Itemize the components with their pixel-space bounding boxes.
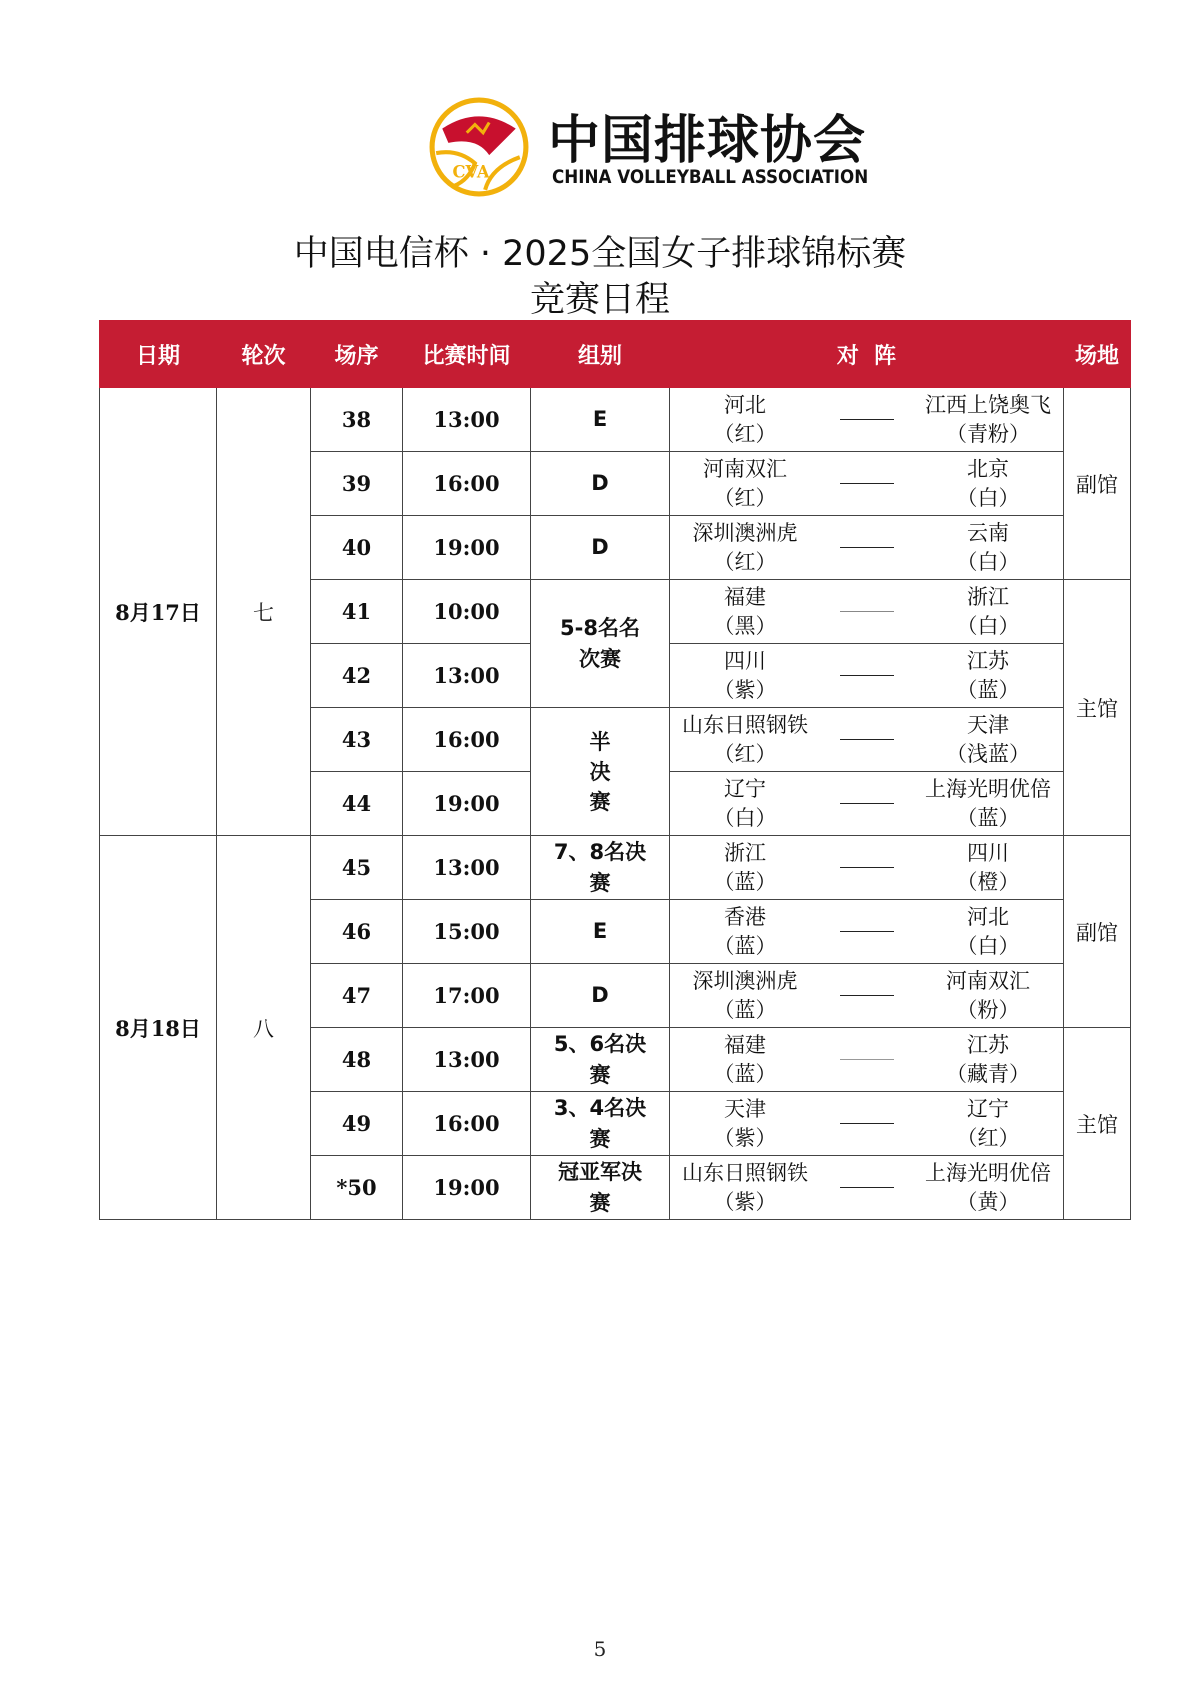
venue-cell: 主馆 bbox=[1064, 1028, 1131, 1220]
group-cell bbox=[531, 580, 670, 708]
away-team bbox=[923, 775, 1053, 833]
team-color: （蓝） bbox=[956, 805, 1020, 830]
team-name: 河南双汇 bbox=[703, 456, 787, 481]
venue-cell: 副馆 bbox=[1064, 388, 1131, 580]
home-team bbox=[680, 391, 810, 449]
team-name: 山东日照钢铁 bbox=[682, 712, 808, 737]
group-cell bbox=[531, 1156, 670, 1220]
away-team bbox=[923, 839, 1053, 897]
time-cell: 19:00 bbox=[403, 1156, 531, 1220]
matchup-cell bbox=[670, 1028, 1064, 1092]
team-name: 江苏 bbox=[967, 648, 1009, 673]
team-color: （蓝） bbox=[713, 869, 777, 894]
matchup-cell bbox=[670, 644, 1064, 708]
header-match-no: 场序 bbox=[311, 321, 403, 388]
team-name: 辽宁 bbox=[724, 776, 766, 801]
schedule-table bbox=[99, 320, 1131, 1220]
away-team bbox=[923, 455, 1053, 513]
table-header-row bbox=[100, 321, 1131, 388]
team-color: （白） bbox=[956, 933, 1020, 958]
vs-dash bbox=[840, 1059, 894, 1060]
team-name: 河北 bbox=[724, 392, 766, 417]
home-team bbox=[680, 839, 810, 897]
group-label: 半决赛 bbox=[589, 729, 611, 814]
match-no-cell: 39 bbox=[311, 452, 403, 516]
away-team bbox=[923, 1095, 1053, 1153]
team-color: （橙） bbox=[956, 869, 1020, 894]
match-no-cell: *50 bbox=[311, 1156, 403, 1220]
time-cell: 17:00 bbox=[403, 964, 531, 1028]
group-label: 5、6名决赛 bbox=[553, 1031, 647, 1087]
matchup-cell bbox=[670, 452, 1064, 516]
match-no-cell: 40 bbox=[311, 516, 403, 580]
time-cell: 19:00 bbox=[403, 772, 531, 836]
matchup-cell bbox=[670, 580, 1064, 644]
team-color: （红） bbox=[713, 549, 777, 574]
vs-dash bbox=[840, 1123, 894, 1124]
team-name: 深圳澳洲虎 bbox=[692, 968, 798, 993]
team-name: 河北 bbox=[967, 904, 1009, 929]
team-name: 深圳澳洲虎 bbox=[692, 520, 798, 545]
header-round: 轮次 bbox=[217, 321, 311, 388]
home-team bbox=[680, 711, 810, 769]
logo-name-cn: 中国排球协会 bbox=[548, 110, 867, 171]
group-label: 冠亚军决赛 bbox=[558, 1159, 642, 1215]
matchup-cell bbox=[670, 900, 1064, 964]
team-name: 江西上饶奥飞 bbox=[925, 392, 1051, 417]
time-cell: 15:00 bbox=[403, 900, 531, 964]
volleyball-emblem-icon bbox=[428, 96, 530, 198]
group-cell: D bbox=[531, 452, 670, 516]
header-matchup: 对 阵 bbox=[670, 321, 1064, 388]
team-name: 上海光明优倍 bbox=[925, 776, 1051, 801]
group-cell: D bbox=[531, 964, 670, 1028]
team-name: 江苏 bbox=[967, 1032, 1009, 1057]
round-cell: 八 bbox=[217, 836, 311, 1220]
team-name: 山东日照钢铁 bbox=[682, 1160, 808, 1185]
vs-dash bbox=[840, 547, 894, 548]
header-group: 组别 bbox=[531, 321, 670, 388]
header-time: 比赛时间 bbox=[403, 321, 531, 388]
home-team bbox=[680, 647, 810, 705]
home-team bbox=[680, 583, 810, 641]
away-team bbox=[923, 711, 1053, 769]
match-no-cell: 46 bbox=[311, 900, 403, 964]
header-venue: 场地 bbox=[1064, 321, 1131, 388]
team-color: （红） bbox=[956, 1125, 1020, 1150]
matchup-cell bbox=[670, 836, 1064, 900]
home-team bbox=[680, 967, 810, 1025]
home-team bbox=[680, 903, 810, 961]
team-name: 福建 bbox=[724, 1032, 766, 1057]
away-team bbox=[923, 1159, 1053, 1217]
team-color: （浅蓝） bbox=[946, 741, 1030, 766]
matchup-cell bbox=[670, 516, 1064, 580]
group-label: 7、8名决赛 bbox=[553, 839, 647, 895]
time-cell: 16:00 bbox=[403, 1092, 531, 1156]
match-no-cell: 43 bbox=[311, 708, 403, 772]
team-color: （蓝） bbox=[713, 933, 777, 958]
team-color: （红） bbox=[713, 741, 777, 766]
away-team bbox=[923, 519, 1053, 577]
group-label: 5-8名名次赛 bbox=[560, 615, 640, 671]
group-cell: E bbox=[531, 388, 670, 452]
home-team bbox=[680, 1159, 810, 1217]
team-color: （红） bbox=[713, 421, 777, 446]
time-cell: 13:00 bbox=[403, 388, 531, 452]
cva-logo bbox=[428, 96, 869, 196]
team-name: 福建 bbox=[724, 584, 766, 609]
match-no-cell: 38 bbox=[311, 388, 403, 452]
team-name: 河南双汇 bbox=[946, 968, 1030, 993]
team-name: 云南 bbox=[967, 520, 1009, 545]
home-team bbox=[680, 519, 810, 577]
away-team bbox=[923, 903, 1053, 961]
team-color: （黄） bbox=[956, 1189, 1020, 1214]
time-cell: 13:00 bbox=[403, 836, 531, 900]
vs-dash bbox=[840, 419, 894, 420]
vs-dash bbox=[840, 675, 894, 676]
date-cell: 8月17日 bbox=[100, 388, 217, 836]
team-color: （藏青） bbox=[946, 1061, 1030, 1086]
emblem-text: CVA bbox=[452, 162, 490, 182]
team-name: 天津 bbox=[724, 1096, 766, 1121]
vs-dash bbox=[840, 803, 894, 804]
match-no-cell: 48 bbox=[311, 1028, 403, 1092]
team-color: （白） bbox=[956, 549, 1020, 574]
team-color: （蓝） bbox=[713, 1061, 777, 1086]
time-cell: 16:00 bbox=[403, 708, 531, 772]
group-cell bbox=[531, 1028, 670, 1092]
team-color: （红） bbox=[713, 485, 777, 510]
home-team bbox=[680, 455, 810, 513]
away-team bbox=[923, 583, 1053, 641]
vs-dash bbox=[840, 995, 894, 996]
match-no-cell: 47 bbox=[311, 964, 403, 1028]
group-cell bbox=[531, 708, 670, 836]
page-title: 中国电信杯 · 2025全国女子排球锦标赛 bbox=[293, 234, 907, 274]
team-name: 北京 bbox=[967, 456, 1009, 481]
time-cell: 16:00 bbox=[403, 452, 531, 516]
match-no-cell: 49 bbox=[311, 1092, 403, 1156]
logo-name-en: CHINA VOLLEYBALL ASSOCIATION bbox=[552, 166, 869, 188]
vs-dash bbox=[840, 867, 894, 868]
match-no-cell: 45 bbox=[311, 836, 403, 900]
team-name: 辽宁 bbox=[967, 1096, 1009, 1121]
time-cell: 10:00 bbox=[403, 580, 531, 644]
team-name: 浙江 bbox=[724, 840, 766, 865]
away-team bbox=[923, 647, 1053, 705]
page-number: 5 bbox=[593, 1637, 607, 1661]
time-cell: 13:00 bbox=[403, 1028, 531, 1092]
venue-cell: 主馆 bbox=[1064, 580, 1131, 836]
home-team bbox=[680, 1031, 810, 1089]
time-cell: 19:00 bbox=[403, 516, 531, 580]
table-row bbox=[100, 388, 1131, 452]
team-name: 四川 bbox=[967, 840, 1009, 865]
vs-dash bbox=[840, 931, 894, 932]
home-team bbox=[680, 775, 810, 833]
matchup-cell bbox=[670, 772, 1064, 836]
page-subtitle: 竞赛日程 bbox=[529, 280, 670, 320]
team-name: 天津 bbox=[967, 712, 1009, 737]
group-cell: D bbox=[531, 516, 670, 580]
team-color: （白） bbox=[956, 613, 1020, 638]
team-color: （青粉） bbox=[946, 421, 1030, 446]
vs-dash bbox=[840, 483, 894, 484]
team-name: 四川 bbox=[724, 648, 766, 673]
round-cell: 七 bbox=[217, 388, 311, 836]
team-name: 浙江 bbox=[967, 584, 1009, 609]
away-team bbox=[923, 391, 1053, 449]
group-cell: E bbox=[531, 900, 670, 964]
table-row bbox=[100, 836, 1131, 900]
vs-dash bbox=[840, 611, 894, 612]
home-team bbox=[680, 1095, 810, 1153]
match-no-cell: 42 bbox=[311, 644, 403, 708]
matchup-cell bbox=[670, 388, 1064, 452]
matchup-cell bbox=[670, 708, 1064, 772]
team-color: （白） bbox=[956, 485, 1020, 510]
matchup-cell bbox=[670, 1092, 1064, 1156]
match-no-cell: 44 bbox=[311, 772, 403, 836]
team-color: （紫） bbox=[713, 677, 777, 702]
header-date: 日期 bbox=[100, 321, 217, 388]
away-team bbox=[923, 967, 1053, 1025]
time-cell: 13:00 bbox=[403, 644, 531, 708]
team-color: （紫） bbox=[713, 1189, 777, 1214]
team-color: （黑） bbox=[713, 613, 777, 638]
matchup-cell bbox=[670, 964, 1064, 1028]
venue-cell: 副馆 bbox=[1064, 836, 1131, 1028]
matchup-cell bbox=[670, 1156, 1064, 1220]
team-color: （蓝） bbox=[713, 997, 777, 1022]
team-name: 上海光明优倍 bbox=[925, 1160, 1051, 1185]
team-color: （蓝） bbox=[956, 677, 1020, 702]
group-cell bbox=[531, 836, 670, 900]
team-color: （白） bbox=[713, 805, 777, 830]
vs-dash bbox=[840, 1187, 894, 1188]
team-color: （紫） bbox=[713, 1125, 777, 1150]
team-name: 香港 bbox=[724, 904, 766, 929]
away-team bbox=[923, 1031, 1053, 1089]
match-no-cell: 41 bbox=[311, 580, 403, 644]
vs-dash bbox=[840, 739, 894, 740]
date-cell: 8月18日 bbox=[100, 836, 217, 1220]
group-label: 3、4名决赛 bbox=[553, 1095, 647, 1151]
team-color: （粉） bbox=[956, 997, 1020, 1022]
group-cell bbox=[531, 1092, 670, 1156]
